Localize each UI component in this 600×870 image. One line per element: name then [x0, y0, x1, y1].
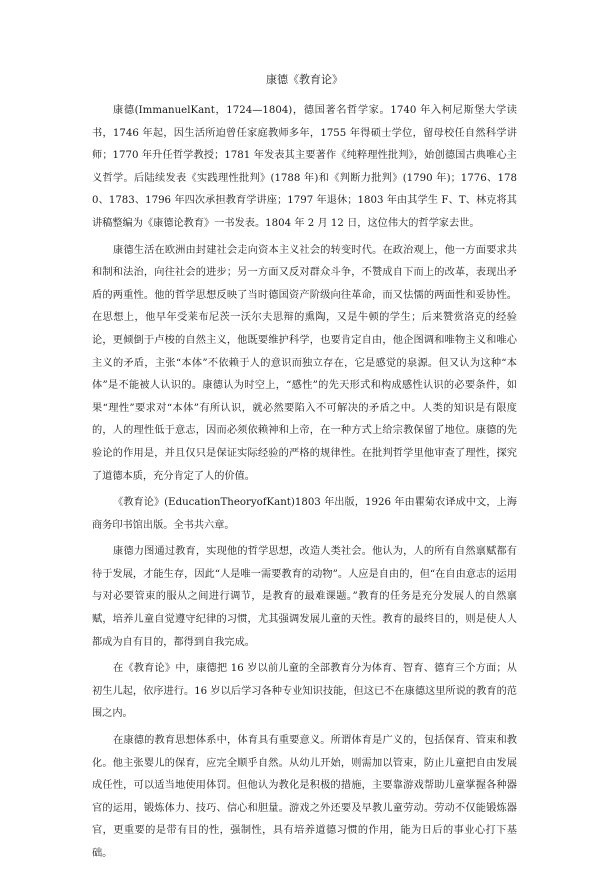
paragraph-publication: 《教育论》(EducationTheoryofKant)1803 年出版，1926 年由瞿菊农译成中文，上海商务印书馆出版。全书共六章。 [92, 497, 517, 531]
paragraph-background: 康德生活在欧洲由封建社会走向资本主义社会的转变时代。在政治观上，他一方面要求共和制和法治，向往社会的进步；另一方面又反对群众斗争，不赞成自下而上的改革，表现出矛盾的两重性。他的哲学思想反映了当时德国资产阶级向往革命，而又怯懦的两面性和妥协性。在思想上，他早年受莱布尼茨一沃尔夫思辩的熏陶，又是牛顿的学生；后来赞赏洛克的经验论，更倾倒于卢梭的自然主义，他既要维护科学，也要肯定自由，他企图调和唯物主义和唯心主义的矛盾，主张“本体”不依赖于人的意识而独立存在，它是感觉的泉源。但又认为这种“本体”是不能被人认识的。康德认为时空上，“感性”的先天形式和构成感性认识的必要条件，如果“理性”要求对“本体”有所认识，就必然要陷入不可解决的矛盾之中。人类的知识是有限度的，人的理性低于意志，因而必须依赖神和上帝，在一种方式上给宗教保留了地位。康德的先验论的作用是，并且仅只是保证实际经验的严格的规律性。在批判哲学里他审查了理性，探究了道德本质，充分肯定了人的价值。 [92, 244, 517, 482]
paragraph-education-purpose: 康德力图通过教育，实现他的哲学思想，改造人类社会。他认为，人的所有自然禀赋都有待于发展，才能生存，因此“人是唯一需要教育的动物”。人应是自由的，但“在自由意志的运用与对必要管束的服从之间进行调节，是教育的最难课题。”教育的任务是充分发展人的自然禀赋，培养儿童自觉遵守纪律的习惯，尤其强调发展儿童的天性。教育的最终目的，则是使人人都成为自有目的，都得到自我完成。 [92, 546, 517, 648]
paragraph-physical-education: 在康德的教育思想体系中，体育具有重要意义。所谓体育是广义的，包括保育、管束和教化。他主张婴儿的保育，应完全顺乎自然。从幼儿开始，则需加以管束，防止儿童把自由发展成任性，可以适当地使用体罚。但他认为教化是积极的措施，主要靠游戏帮助儿童掌握各种器官的运用，锻炼体力、技巧、信心和胆量。游戏之外还要及早教儿童劳动。劳动不仅能锻炼器官，更重要的是带有目的性，强制性，具有培养道德习惯的作用，能为日后的事业心打下基础。 [92, 735, 517, 859]
paragraph-education-stages: 在《教育论》中，康德把 16 岁以前儿童的全部教育分为体育、智育、德育三个方面；从初生儿起，依序进行。16 岁以后学习各种专业知识技能，但这已不在康德这里所说的教育的范围之内。 [92, 663, 517, 720]
document-page [92, 72, 517, 870]
document-title: 康德《教育论》 [266, 73, 343, 86]
paragraph-biography: 康德(ImmanuelKant，1724—1804)，德国著名哲学家。1740 年入柯尼斯堡大学读书，1746 年起，因生活所迫曾任家庭教师多年，1755 年得硕士学位，留母校任自然科学讲师；1770 年升任哲学教授；1781 年发表其主要著作《纯粹理性批判》，始创德国古典唯心主义哲学。后陆续发表《实践理性批判》(1788 年)和《判断力批判》(1790 年)；1776、1780、1783、1796 年四次承担教育学讲座；1797 年退休；1803 年由其学生 F、T、林克将其讲稿整编为《康德论教育》一书发表。1804 年 2 月 12 日，这位伟大的哲学家去世。 [92, 105, 517, 229]
